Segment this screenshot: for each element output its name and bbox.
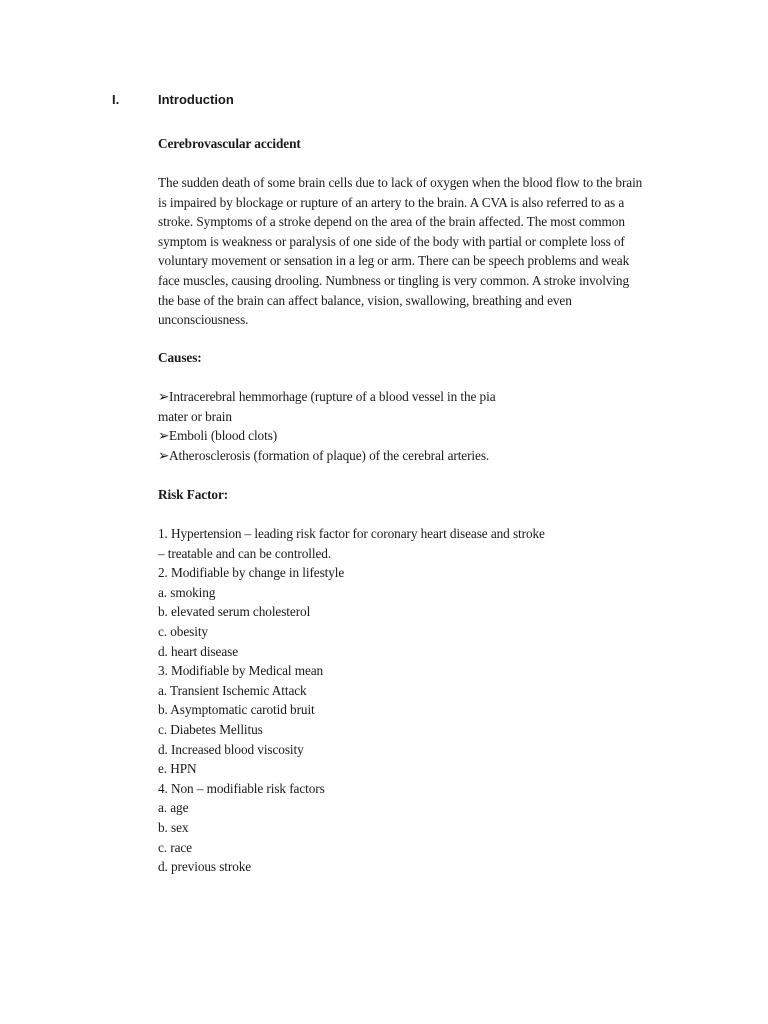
list-item: c. race bbox=[158, 839, 192, 855]
list-item: ➢Emboli (blood clots) bbox=[158, 428, 278, 444]
list-item: b. sex bbox=[158, 819, 189, 835]
list-item: 3. Modifiable by Medical mean bbox=[158, 663, 324, 679]
cva-heading: Cerebrovascular accident bbox=[158, 136, 301, 151]
list-item: b. elevated serum cholesterol bbox=[158, 604, 311, 620]
risk-factor-heading: Risk Factor: bbox=[158, 487, 229, 502]
list-item: d. heart disease bbox=[158, 643, 238, 659]
list-item: d. Increased blood viscosity bbox=[158, 741, 304, 757]
list-item: a. smoking bbox=[158, 584, 216, 600]
list-item: – treatable and can be controlled. bbox=[158, 545, 332, 561]
list-item: ➢Atherosclerosis (formation of plaque) of the cerebral arteries. bbox=[158, 447, 490, 463]
list-item: 2. Modifiable by change in lifestyle bbox=[158, 565, 345, 581]
paragraph-line: face muscles, causing drooling. Numbness or tingling is very common. A stroke involving bbox=[158, 272, 630, 288]
list-item: a. Transient Ischemic Attack bbox=[158, 682, 307, 698]
list-item: c. obesity bbox=[158, 623, 208, 639]
list-item: b. Asymptomatic carotid bruit bbox=[158, 702, 315, 718]
list-item: mater or brain bbox=[158, 408, 232, 424]
cva-paragraph bbox=[158, 173, 678, 330]
list-item: 4. Non – modifiable risk factors bbox=[158, 780, 325, 796]
paragraph-line: the base of the brain can affect balance, vision, swallowing, breathing and even bbox=[158, 292, 572, 308]
paragraph-line: voluntary movement or sensation in a leg or arm. There can be speech problems and weak bbox=[158, 253, 630, 269]
causes-list bbox=[158, 387, 678, 465]
paragraph-line: is impaired by blockage or rupture of an artery to the brain. A CVA is also referred to as a bbox=[158, 194, 625, 210]
list-item: d. previous stroke bbox=[158, 859, 252, 875]
list-item: c. Diabetes Mellitus bbox=[158, 721, 263, 737]
list-item: 1. Hypertension – leading risk factor for coronary heart disease and stroke bbox=[158, 526, 545, 541]
list-item: ➢Intracerebral hemmorhage (rupture of a blood vessel in the pia bbox=[158, 389, 496, 404]
risk-factor-list bbox=[158, 524, 678, 877]
paragraph-line: The sudden death of some brain cells due to lack of oxygen when the blood flow to the brain bbox=[158, 175, 643, 190]
paragraph-line: symptom is weakness or paralysis of one side of the body with partial or complete loss of bbox=[158, 233, 625, 249]
section-title: Introduction bbox=[158, 92, 234, 107]
section-header bbox=[112, 92, 672, 112]
section-number: I. bbox=[112, 92, 120, 107]
causes-heading: Causes: bbox=[158, 350, 202, 365]
paragraph-line: unconsciousness. bbox=[158, 312, 249, 328]
paragraph-line: stroke. Symptoms of a stroke depend on the area of the brain affected. The most common bbox=[158, 214, 625, 230]
list-item: e. HPN bbox=[158, 761, 197, 777]
list-item: a. age bbox=[158, 800, 189, 816]
